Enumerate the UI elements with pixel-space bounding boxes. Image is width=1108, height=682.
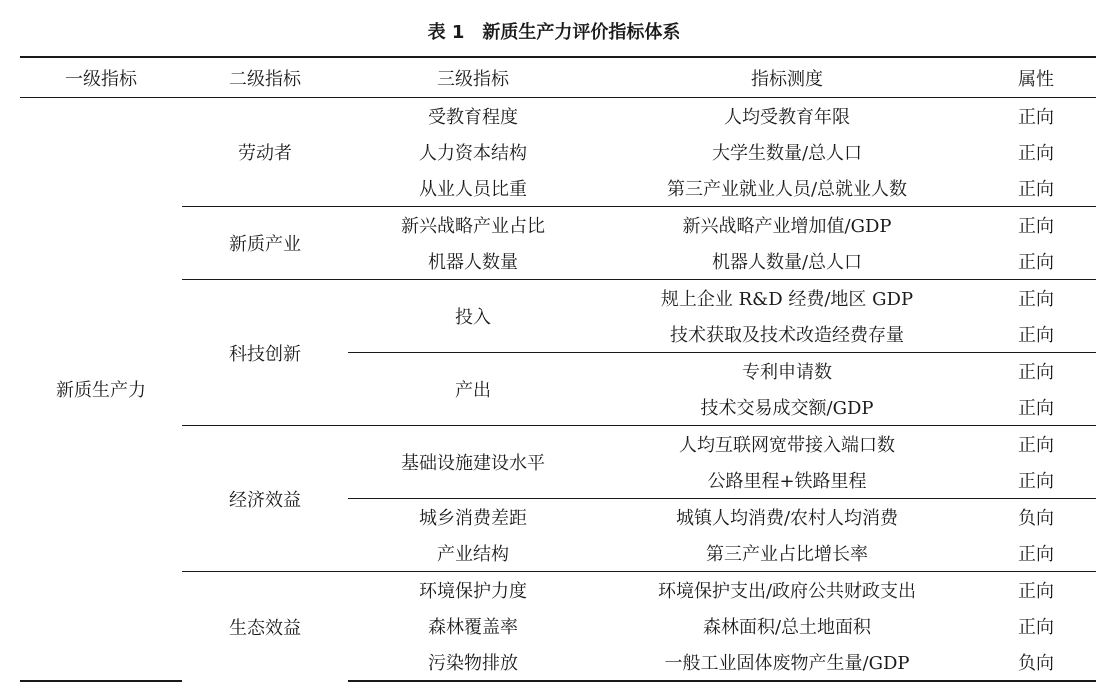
attribute-cell: 正向: [1018, 398, 1054, 419]
level3-cell: 新兴战略产业占比: [348, 207, 598, 244]
level3-cell: 污染物排放: [348, 644, 598, 681]
level1-cell: 新质生产力: [20, 98, 182, 682]
table-row: [20, 280, 1096, 317]
measure-cell: 机器人数量/总人口: [711, 252, 863, 273]
table-row: [20, 207, 1096, 244]
attribute-cell: 正向: [976, 572, 1096, 609]
attribute-cell: 负向: [976, 644, 1096, 681]
level2-cell: 生态效益: [182, 572, 348, 682]
table-caption: 表 1 新质生产力评价指标体系: [427, 22, 681, 43]
attribute-cell: 正向: [1018, 471, 1054, 492]
level3-cell: 森林覆盖率: [428, 617, 518, 638]
level3-cell: 从业人员比重: [419, 179, 527, 200]
level3-cell: 产出: [348, 353, 598, 426]
attribute-cell: 正向: [976, 353, 1096, 390]
measure-cell: 第三产业占比增长率: [706, 544, 868, 565]
level3-cell: 受教育程度: [428, 107, 518, 128]
measure-cell: 公路里程+铁路里程: [707, 471, 867, 492]
measure-cell: 森林面积/总土地面积: [702, 617, 872, 638]
attribute-cell: 正向: [1018, 143, 1054, 164]
level3-cell: 机器人数量: [428, 252, 518, 273]
measure-cell: 新兴战略产业增加值/GDP: [598, 207, 976, 244]
measure-cell: 人均互联网宽带接入端口数: [598, 426, 976, 463]
header-measure: 指标测度: [751, 68, 823, 90]
level3-cell: 产业结构: [437, 544, 509, 565]
level3-cell: 基础设施建设水平: [348, 426, 598, 499]
level2-cell: 科技创新: [182, 280, 348, 426]
measure-cell: 一般工业固体废物产生量/GDP: [598, 644, 976, 681]
measure-cell: 城镇人均消费/农村人均消费: [598, 499, 976, 536]
measure-cell: 专利申请数: [598, 353, 976, 390]
measure-cell: 规上企业 R&D 经费/地区 GDP: [598, 280, 976, 317]
level3-cell: 环境保护力度: [348, 572, 598, 609]
header-level1: 一级指标: [65, 68, 137, 90]
indicator-table: [20, 56, 1096, 682]
table-row: [20, 98, 1096, 135]
measure-cell: 环境保护支出/政府公共财政支出: [598, 572, 976, 609]
measure-cell: 技术获取及技术改造经费存量: [670, 325, 904, 346]
attribute-cell: 正向: [1018, 325, 1054, 346]
level2-cell: 新质产业: [182, 207, 348, 280]
measure-cell: 人均受教育年限: [724, 107, 850, 128]
level2-cell: 劳动者: [238, 143, 292, 164]
table-row: [20, 426, 1096, 463]
header-attribute: 属性: [1018, 68, 1054, 90]
attribute-cell: 正向: [976, 280, 1096, 317]
level3-cell: 人力资本结构: [419, 143, 527, 164]
measure-cell: 大学生数量/总人口: [711, 143, 863, 164]
header-level3: 三级指标: [437, 68, 509, 90]
attribute-cell: 正向: [1018, 617, 1054, 638]
header-level2: 二级指标: [229, 68, 301, 90]
level3-cell: 投入: [348, 280, 598, 353]
measure-cell: 第三产业就业人员/总就业人数: [666, 179, 908, 200]
table-row: [20, 572, 1096, 609]
attribute-cell: 正向: [1018, 252, 1054, 273]
level2-cell: 经济效益: [182, 426, 348, 572]
attribute-cell: 正向: [1018, 107, 1054, 128]
measure-cell: 技术交易成交额/GDP: [700, 398, 874, 419]
level3-cell: 城乡消费差距: [348, 499, 598, 536]
attribute-cell: 负向: [976, 499, 1096, 536]
table-header-row: [20, 57, 1096, 98]
attribute-cell: 正向: [976, 426, 1096, 463]
attribute-cell: 正向: [976, 207, 1096, 244]
attribute-cell: 正向: [1018, 544, 1054, 565]
attribute-cell: 正向: [1018, 179, 1054, 200]
